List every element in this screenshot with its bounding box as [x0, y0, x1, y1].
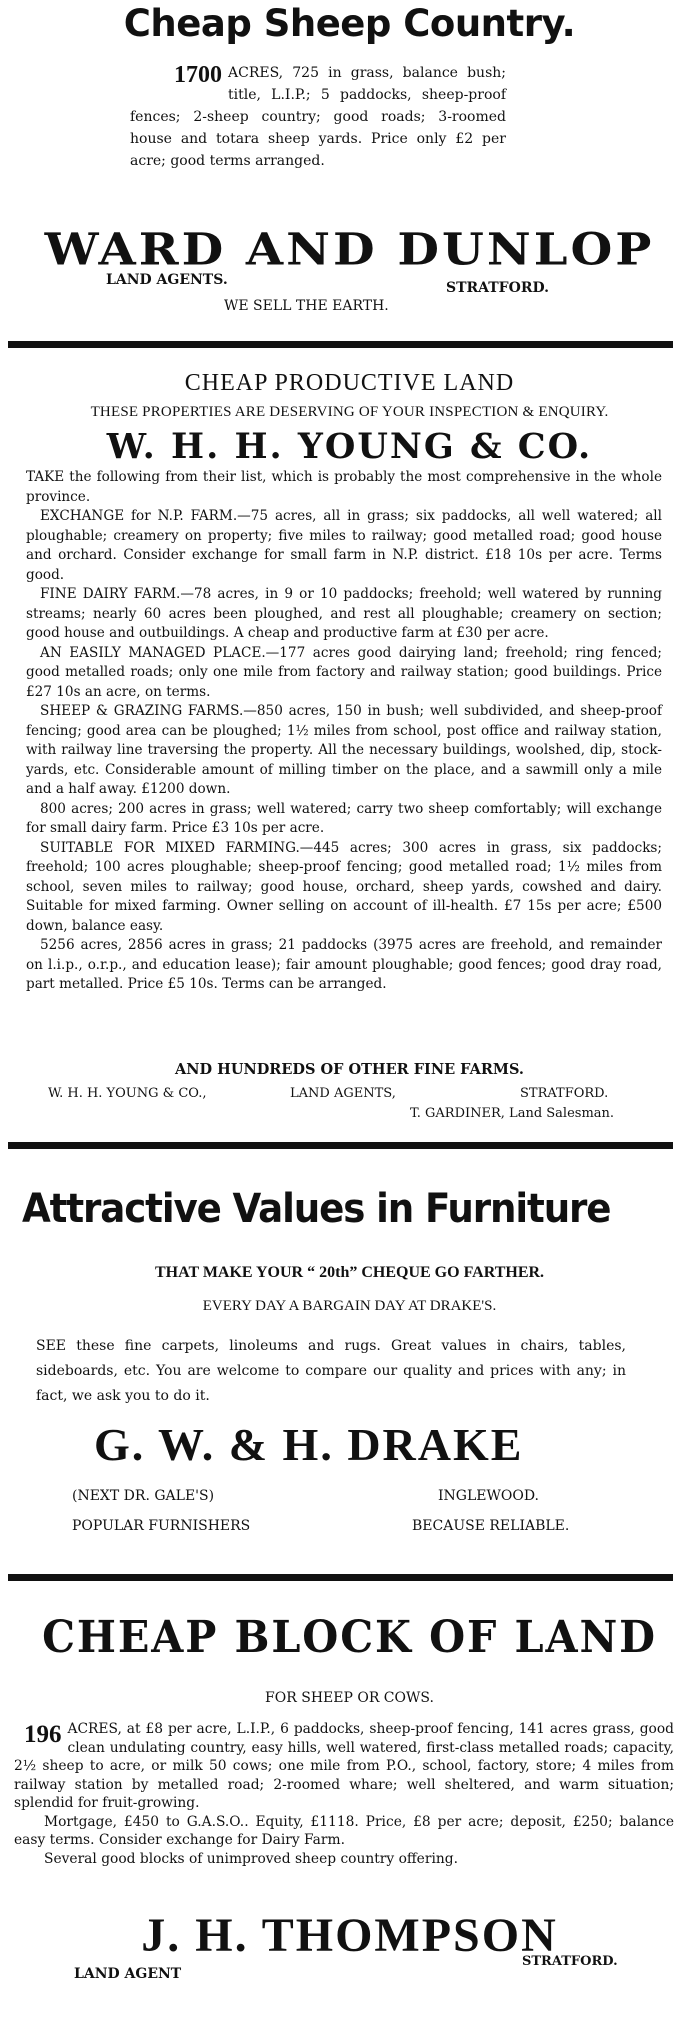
drake-firm: G. W. & H. DRAKE	[94, 1419, 524, 1470]
thompson-town: STRATFORD.	[522, 1954, 618, 1969]
young-salesman: T. GARDINER, Land Salesman.	[410, 1106, 615, 1121]
divider-2	[8, 1142, 673, 1149]
ward-lead-number: 1700	[174, 62, 222, 88]
young-listing: 800 acres; 200 acres in grass; well watered; carry two sheep comfortably; will exchange for small dairy farm. Price £3 10s per acre.	[26, 800, 662, 836]
young-listing: SHEEP & GRAZING FARMS.—850 acres, 150 in bush; well subdivided, and sheep-proof fencing; good area can be ploughed; 1½ miles from school, post office and railway station, with railway line traversing the property. All the necessary buildings, woolshed, dip, stock-yards, etc. Considerable amount of milling timber on the place, and a sawmill only a mile and a half away. £1200 down.	[26, 703, 662, 797]
young-listing: AN EASILY MANAGED PLACE.—177 acres good dairying land; freehold; ring fenced; good metalled roads; only one mile from factory and railway station; good buildings. Price £27 10s an acre, on terms.	[26, 644, 662, 700]
ward-firm: WARD AND DUNLOP	[44, 224, 655, 276]
young-listing: FINE DAIRY FARM.—78 acres, in 9 or 10 paddocks; freehold; well watered by running streams; nearly 60 acres been ploughed, and rest all ploughable; creamery on section; good house and outbuildings. A cheap and productive farm at £30 per acre.	[26, 586, 662, 641]
drake-role: POPULAR FURNISHERS	[72, 1518, 251, 1534]
young-listing: SUITABLE FOR MIXED FARMING.—445 acres; 300 acres in grass, six paddocks; freehold; 100 acres ploughable; sheep-proof fencing; good metalled road; 1½ miles from school, seven miles to railway; good house, orchard, sheep yards, cowshed and dairy. Suitable for mixed farming. Owner selling on account of ill-health. £7 15s per acre; £500 down, balance easy.	[26, 839, 662, 934]
thompson-body	[14, 1720, 674, 1868]
thompson-title: CHEAP BLOCK OF LAND	[42, 1612, 657, 1663]
young-advert	[0, 350, 699, 1150]
drake-location-note: (NEXT DR. GALE'S)	[72, 1488, 215, 1504]
ward-slogan: WE SELL THE EARTH.	[224, 298, 389, 314]
ward-town: STRATFORD.	[446, 280, 549, 296]
ward-dunlop-advert	[0, 0, 699, 340]
ward-title: Cheap Sheep Country.	[123, 2, 576, 45]
drake-tagline: EVERY DAY A BARGAIN DAY AT DRAKE'S.	[202, 1298, 497, 1314]
young-listing: 5256 acres, 2856 acres in grass; 21 paddocks (3975 acres are freehold, and remainder on l.i.p., o.r.p., and education lease); fair amount ploughable; good fences; good dray road, part metalled. Price £5 10s. Terms can be arranged.	[26, 937, 662, 992]
thompson-role: LAND AGENT	[74, 1966, 182, 1982]
thompson-subtitle: FOR SHEEP OR COWS.	[265, 1690, 434, 1706]
drake-body: SEE these fine carpets, linoleums and rugs. Great values in chairs, tables, sideboards, etc. You are welcome to compare our quality and prices with any; in fact, we ask you to do it.	[36, 1338, 626, 1404]
divider-3	[8, 1574, 673, 1581]
young-subheading: THESE PROPERTIES ARE DESERVING OF YOUR INSPECTION & ENQUIRY.	[90, 404, 609, 420]
thompson-other: Several good blocks of unimproved sheep country offering.	[44, 1850, 458, 1867]
thompson-lead-number: 196	[24, 1721, 62, 1748]
drake-title: Attractive Values in Furniture	[22, 1186, 611, 1232]
young-footer-town: STRATFORD.	[520, 1086, 609, 1101]
young-footer-firm: W. H. H. YOUNG & CO.,	[48, 1086, 207, 1101]
ward-body	[130, 62, 506, 172]
drake-subtitle: THAT MAKE YOUR “ 20th” CHEQUE GO FARTHER.	[154, 1264, 545, 1281]
thompson-description: ACRES, at £8 per acre, L.I.P., 6 paddocks, sheep-proof fencing, 141 acres grass, good clean undulating country, easy hills, well watered, first-class metalled roads; capacity, 2½ sheep to acre, or milk 50 cows; one mile from P.O., school, factory, store; 4 miles from railway station by metalled road; 2-roomed whare; well sheltered, and warm situation; splendid for fruit-growing.	[14, 1721, 674, 1811]
young-heading: CHEAP PRODUCTIVE LAND	[184, 370, 515, 396]
ward-role: LAND AGENTS.	[106, 272, 228, 288]
young-listing: TAKE the following from their list, which is probably the most comprehensive in the whole province.	[26, 469, 662, 505]
drake-advert	[0, 1150, 699, 1570]
young-firm: W. H. H. YOUNG & CO.	[106, 426, 593, 467]
young-closing: AND HUNDREDS OF OTHER FINE FARMS.	[175, 1061, 524, 1078]
divider-1	[8, 341, 673, 348]
drake-motto: BECAUSE RELIABLE.	[412, 1518, 570, 1534]
thompson-mortgage: Mortgage, £450 to G.A.S.O.. Equity, £1118. Price, £8 per acre; deposit, £250; balance easy terms. Consider exchange for Dairy Farm.	[14, 1813, 674, 1848]
young-footer-role: LAND AGENTS,	[290, 1086, 396, 1101]
ward-description: ACRES, 725 in grass, balance bush; title, L.I.P.; 5 paddocks, sheep-proof fences; 2-sheep country; good roads; 3-roomed house and totara sheep yards. Price only £2 per acre; good terms arranged.	[130, 65, 506, 169]
thompson-firm: J. H. THOMPSON	[141, 1909, 558, 1962]
young-listing: EXCHANGE for N.P. FARM.—75 acres, all in grass; six paddocks, all well watered; all ploughable; creamery on property; five miles to railway; good metalled road; good house and orchard. Consider exchange for small farm in N.P. district. £18 10s per acre. Terms good.	[26, 508, 662, 583]
thompson-advert	[0, 1582, 699, 2028]
young-listings	[26, 468, 662, 995]
drake-town: INGLEWOOD.	[438, 1488, 540, 1504]
